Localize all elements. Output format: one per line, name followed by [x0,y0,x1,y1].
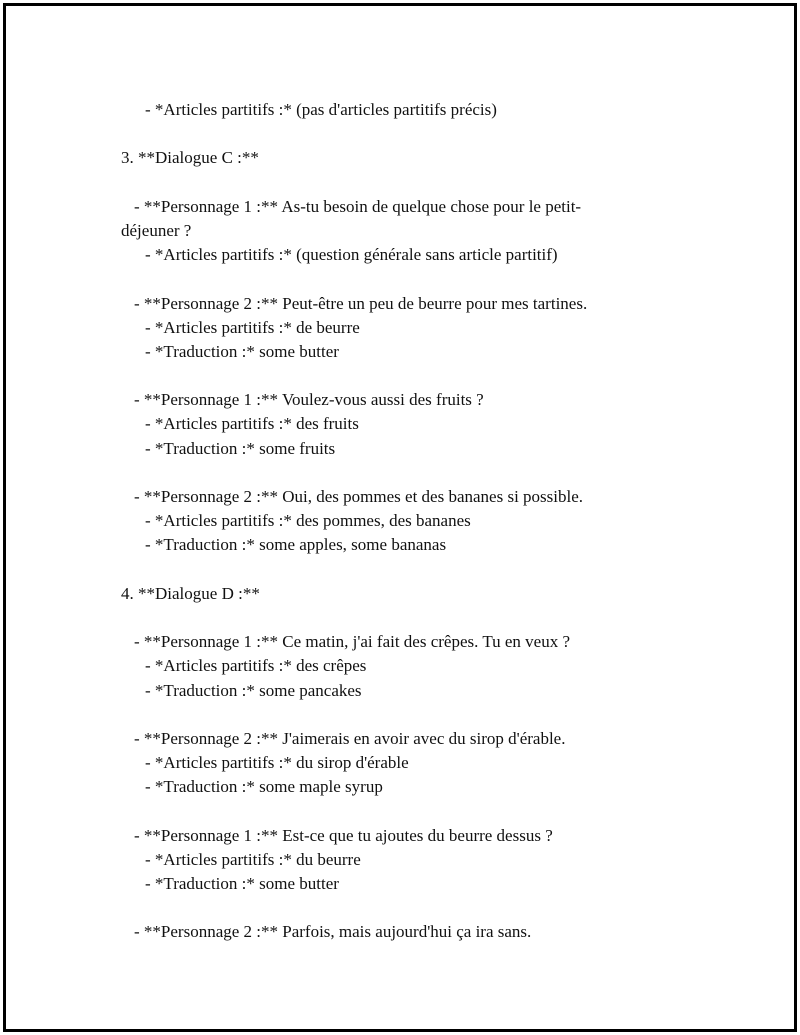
translation-line: - *Traduction :* some apples, some bananas [145,535,447,555]
blank-line [121,461,681,485]
character-line: - **Personnage 1 :** Voulez-vous aussi des fruits ? [134,390,484,410]
blank-line [121,171,681,195]
character-line: - **Personnage 2 :** Parfois, mais aujourd'hui ça ira sans. [134,922,532,942]
character-line: - **Personnage 2 :** J'aimerais en avoir avec du sirop d'érable. [134,728,566,748]
translation-line: - *Traduction :* some fruits [145,438,336,458]
partitive-articles-line: - *Articles partitifs :* (question générale sans article partitif) [145,245,558,265]
character-line: - **Personnage 2 :** Oui, des pommes et des bananes si possible. [134,487,584,506]
blank-line [121,606,681,630]
translation-line: - *Traduction :* some maple syrup [145,777,383,797]
blank-line [121,122,681,146]
partitive-articles-line: - *Articles partitifs :* (pas d'articles partitifs précis) [145,100,497,119]
translation-line: - *Traduction :* some butter [145,341,339,361]
character-line: - **Personnage 1 :** As-tu besoin de quelque chose pour le petit- [134,196,582,216]
blank-line [121,267,681,291]
character-line: - **Personnage 2 :** Peut-être un peu de beurre pour mes tartines. [134,293,588,313]
dialogue-heading: 3. **Dialogue C :** [121,148,259,168]
dialogue-heading: 4. **Dialogue D :** [121,583,260,603]
partitive-articles-line: - *Articles partitifs :* des pommes, des bananes [145,511,471,531]
partitive-articles-line: - *Articles partitifs :* du sirop d'érable [145,753,409,773]
partitive-articles-line: - *Articles partitifs :* de beurre [145,317,360,337]
partitive-articles-line: - *Articles partitifs :* des crêpes [145,656,367,676]
page-frame [3,3,797,1032]
blank-line [121,364,681,388]
blank-line [121,896,681,920]
translation-line: - *Traduction :* some pancakes [145,680,362,700]
character-line: - **Personnage 1 :** Ce matin, j'ai fait des crêpes. Tu en veux ? [134,632,570,652]
document-body [121,98,681,945]
partitive-articles-line: - *Articles partitifs :* des fruits [145,414,359,434]
partitive-articles-line: - *Articles partitifs :* du beurre [145,849,361,869]
translation-line: - *Traduction :* some butter [145,874,339,893]
text-line: déjeuner ? [121,220,192,240]
blank-line [121,558,681,582]
blank-line [121,703,681,727]
blank-line [121,799,681,823]
character-line: - **Personnage 1 :** Est-ce que tu ajoutes du beurre dessus ? [134,825,553,845]
